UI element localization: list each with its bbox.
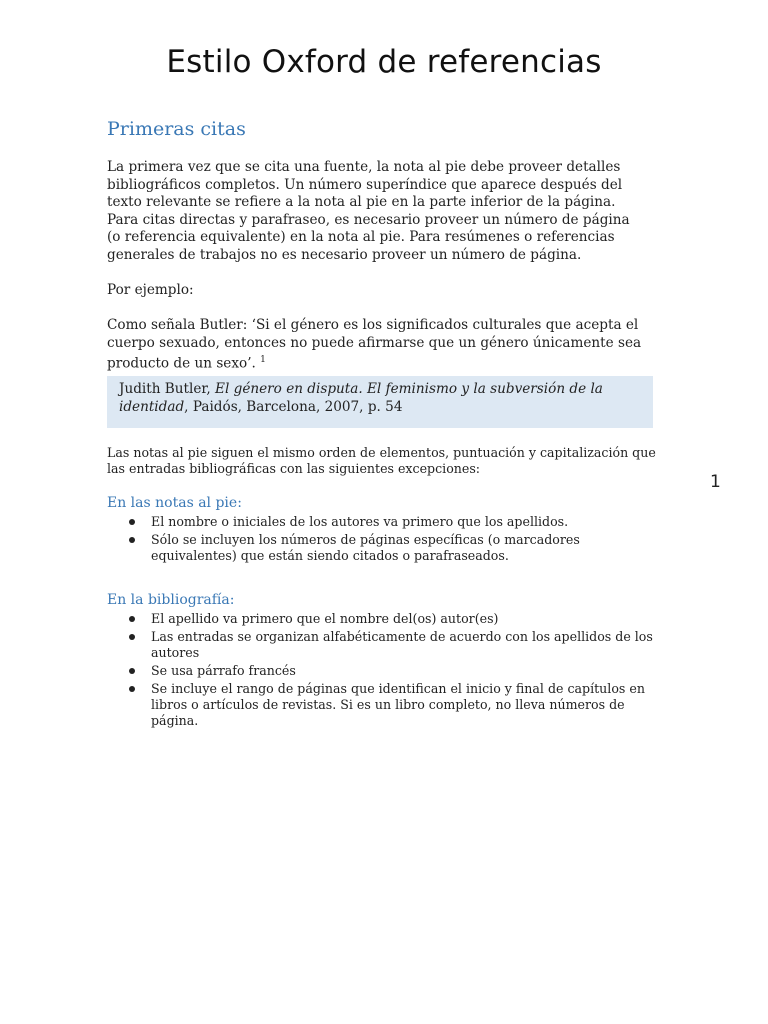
bullet-icon [129,616,135,622]
footnote-author: Judith Butler, [119,381,211,397]
bibliography-list [107,611,657,731]
list-item [107,514,657,530]
list-item [107,611,657,627]
list-item [107,532,657,564]
footnote-marker[interactable]: 1 [260,355,266,366]
bullet-icon [129,537,135,543]
list-item-text: Sólo se incluyen los números de páginas específicas (o marcadores equivalentes) que están siendo citados o parafraseados. [151,532,580,563]
bullet-icon [129,686,135,692]
list-item [107,681,657,729]
bullet-icon [129,634,135,640]
page-title: Estilo Oxford de referencias [166,44,602,80]
list-item [107,663,657,679]
footnote-box [107,376,653,428]
bullet-icon [129,668,135,674]
bullet-icon [129,519,135,525]
list-item-text: El apellido va primero que el nombre del(os) autor(es) [151,611,499,626]
list-item-text: Las entradas se organizan alfabéticamente de acuerdo con los apellidos de los autores [151,629,653,660]
intro-paragraph: La primera vez que se cita una fuente, la nota al pie debe proveer detalles bibliográficos completos. Un número superíndice que aparece después del texto relevante se refiere a la nota al pie en la parte inferior de la página. Para citas directas y parafraseo, es necesario proveer un número de página (o referencia equivalente) en la nota al pie. Para resúmenes o referencias generales de trabajos no es necesario proveer un número de página. [107,159,630,263]
list-item-text: El nombre o iniciales de los autores va primero que los apellidos. [151,514,569,529]
list-item [107,629,657,661]
list-item-text: Se usa párrafo francés [151,663,296,678]
notes-intro-paragraph: Las notas al pie siguen el mismo orden de elementos, puntuación y capitalización que las entradas bibliográficas con las siguientes excepciones: [107,445,656,476]
section-heading-primeras-citas: Primeras citas [107,118,246,140]
page-number: 1 [710,472,721,492]
quote-text: Como señala Butler: ‘Si el género es los significados culturales que acepta el cuerpo sexuado, entonces no puede afirmarse que un género únicamente sea producto de un sexo’. [107,317,642,372]
subheading-footnotes: En las notas al pie: [107,495,242,511]
example-label: Por ejemplo: [107,282,194,298]
footnote-book-title: El género en disputa. El feminismo y la subversión de la identidad [119,381,603,415]
quote-paragraph [107,317,672,373]
subheading-bibliography: En la bibliografía: [107,592,235,608]
footnote-publication: , Paidós, Barcelona, 2007, p. 54 [184,399,403,415]
footnotes-list [107,514,657,566]
list-item-text: Se incluye el rango de páginas que identifican el inicio y final de capítulos en libros o artículos de revistas. Si es un libro completo, no lleva números de página. [151,681,645,728]
